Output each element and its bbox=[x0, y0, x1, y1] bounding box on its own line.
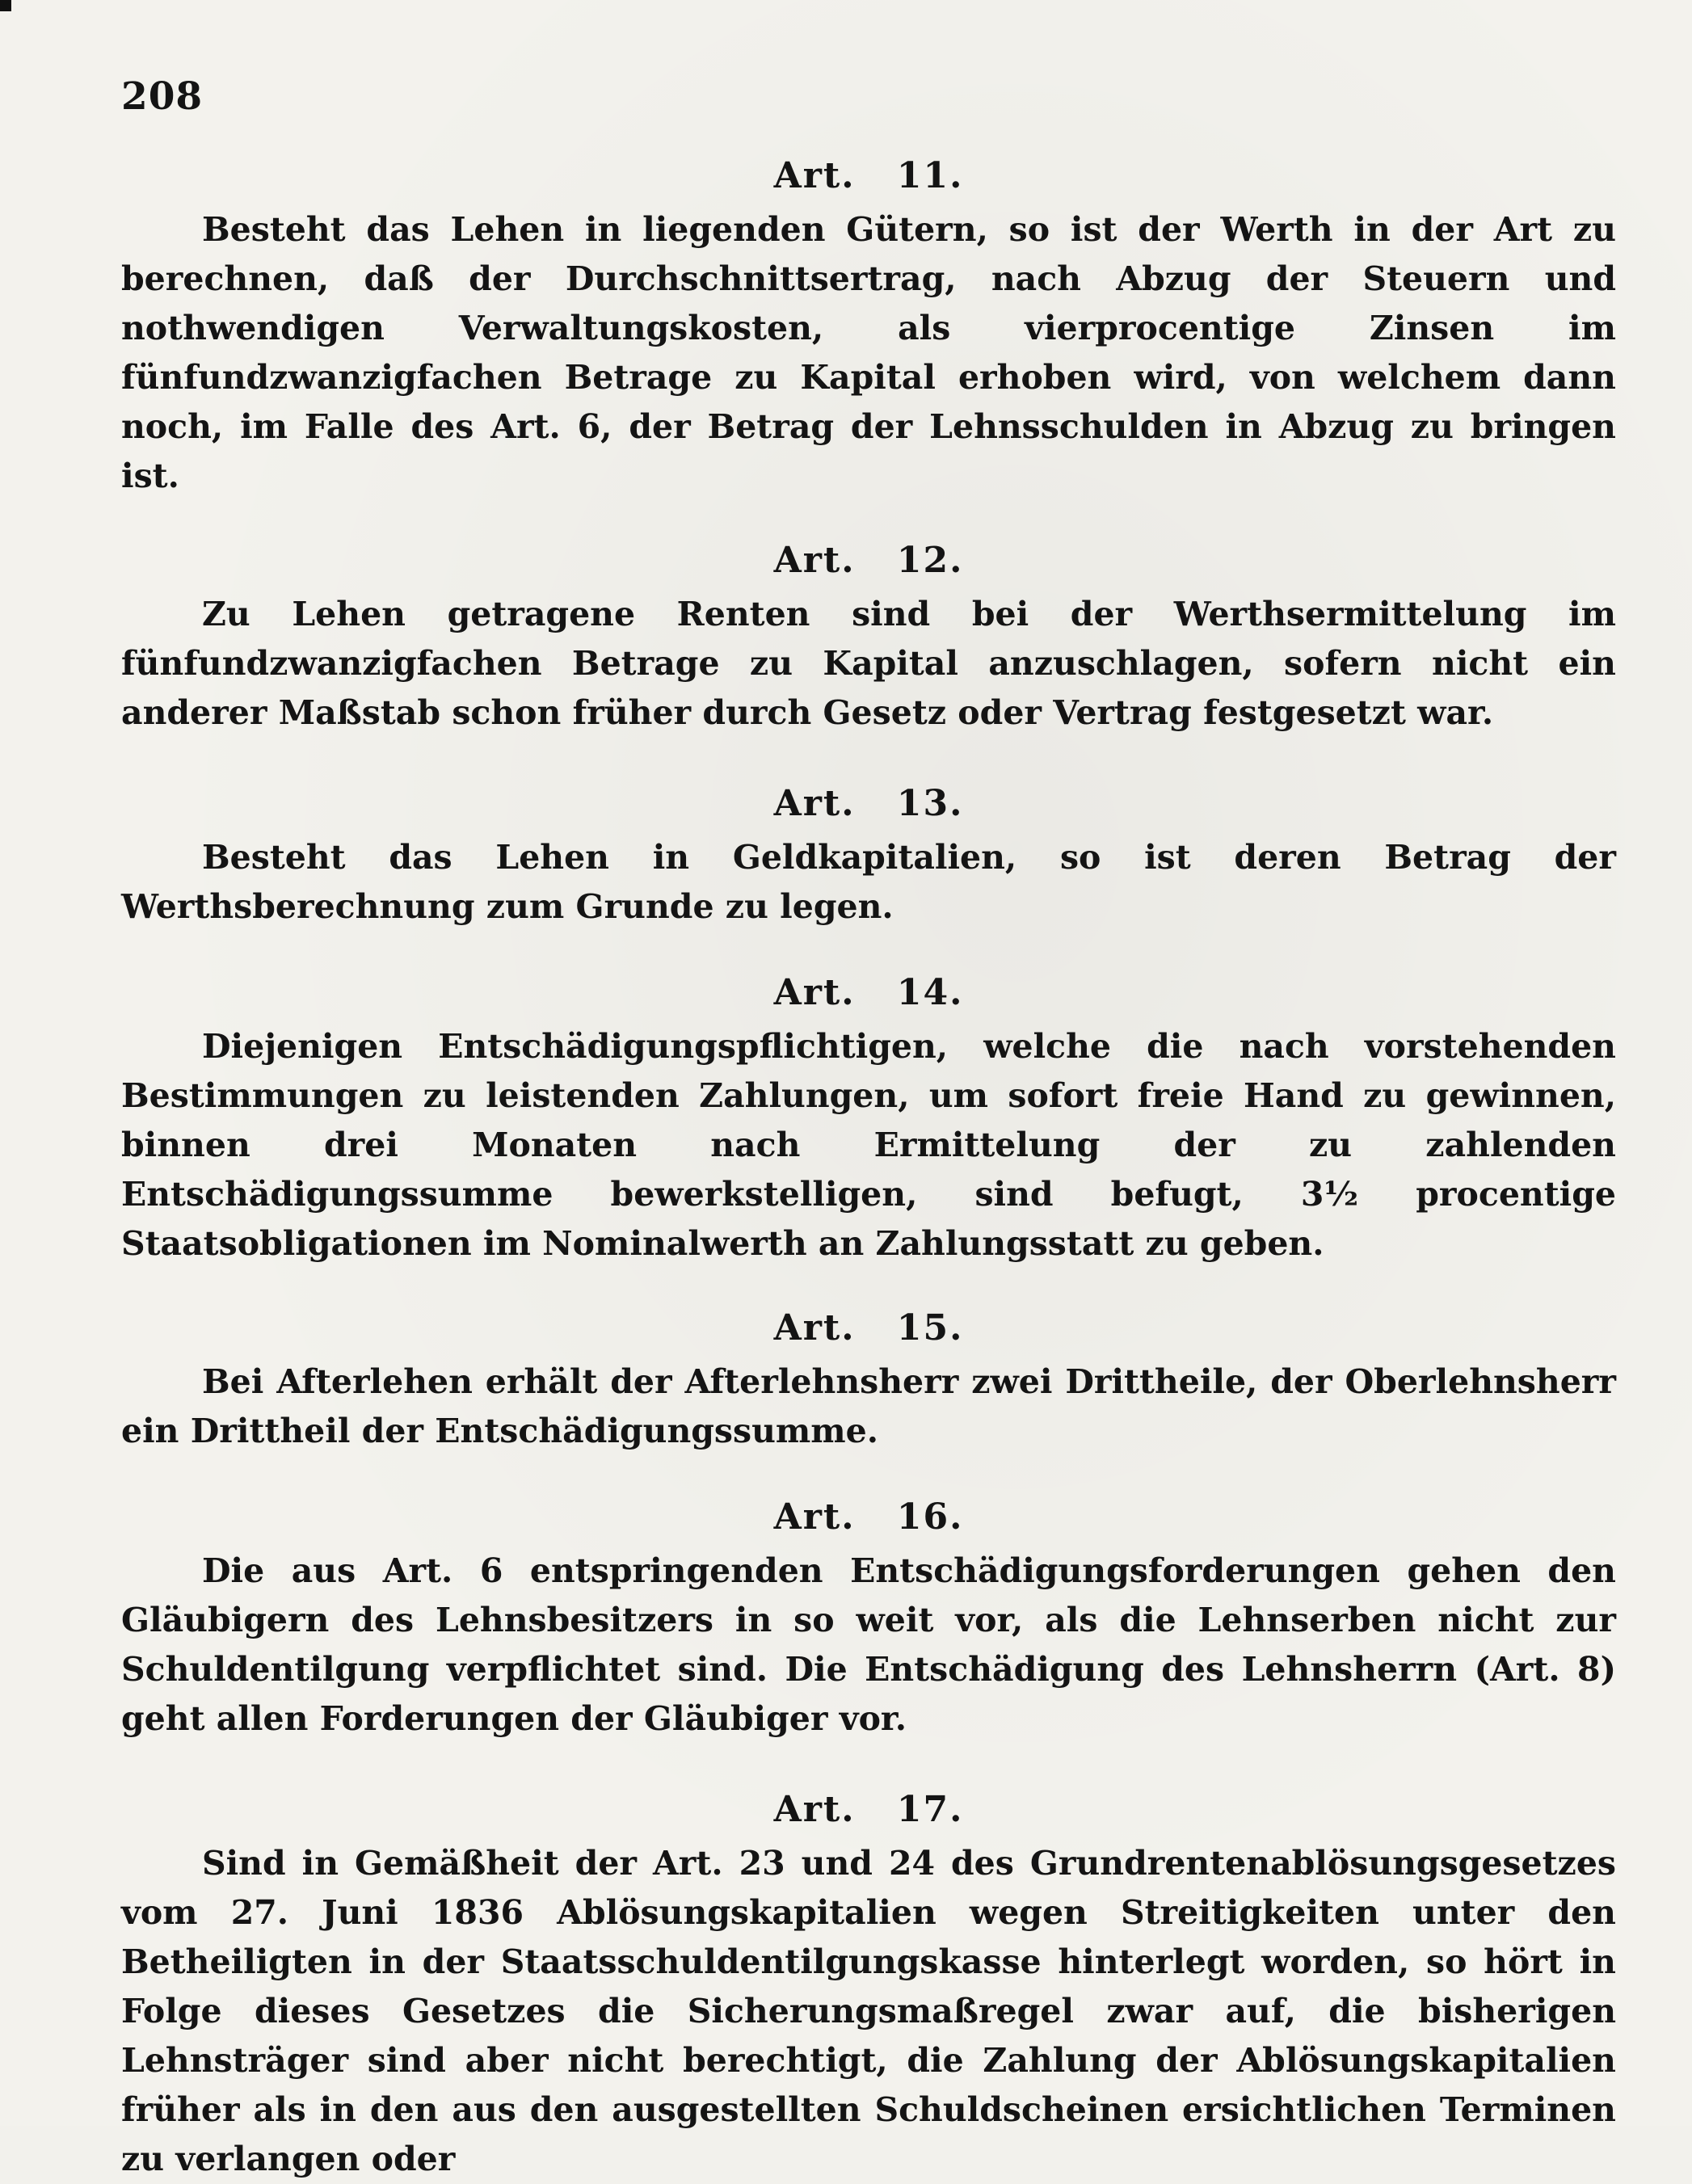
article-13 bbox=[121, 780, 1616, 932]
page-number: 208 bbox=[121, 74, 204, 119]
article-text: Zu Lehen getragene Renten sind bei der Werthsermittelung im fünfundzwanzigfachen Betrage zu Kapital anzuschlagen, sofern nicht ein anderer Maßstab schon früher durch Gesetz oder Vertrag festgesetzt war. bbox=[121, 595, 1616, 732]
article-heading: Art. 16. bbox=[773, 1496, 964, 1538]
article-16 bbox=[121, 1493, 1616, 1744]
article-text: Besteht das Lehen in liegenden Gütern, so ist der Werth in der Art zu berechnen, daß der Durchschnittsertrag, nach Abzug der Steuern und nothwendigen Verwaltungskosten, als vierprocentige Zinsen im fünfundzwanzigfachen Betrage zu Kapital erhoben wird, von welchem dann noch, im Falle des Art. 6, der Betrag der Lehnsschulden in Abzug zu bringen ist. bbox=[121, 210, 1616, 495]
article-heading: Art. 14. bbox=[773, 972, 964, 1013]
article-14 bbox=[121, 969, 1616, 1269]
page-content bbox=[121, 144, 1616, 2184]
article-text: Besteht das Lehen in Geldkapitalien, so ist deren Betrag der Werthsberechnung zum Grunde zu legen. bbox=[121, 838, 1616, 926]
article-text: Die aus Art. 6 entspringenden Entschädigungsforderungen gehen den Gläubigern des Lehnsbesitzers in so weit vor, als die Lehnserben nicht zur Schuldentilgung verpflichtet sind. Die Entschädigung des Lehnsherrn (Art. 8) geht allen Forderungen der Gläubiger vor. bbox=[121, 1551, 1616, 1738]
article-text: Bei Afterlehen erhält der Afterlehnsherr zwei Drittheile, der Oberlehnsherr ein Drittheil der Entschädigungssumme. bbox=[121, 1362, 1616, 1450]
article-heading: Art. 11. bbox=[773, 155, 964, 196]
article-heading: Art. 12. bbox=[773, 540, 964, 581]
article-11 bbox=[121, 152, 1616, 501]
article-12 bbox=[121, 537, 1616, 738]
article-17 bbox=[121, 1786, 1616, 2184]
scan-edge-mark bbox=[0, 0, 11, 11]
article-heading: Art. 15. bbox=[773, 1307, 964, 1349]
article-text: Sind in Gemäßheit der Art. 23 und 24 des Grundrentenablösungsgesetzes vom 27. Juni 1836 Ablösungskapitalien wegen Streitigkeiten unter den Betheiligten in der Staatsschuldentilgungskasse hinterlegt worden, so hört in Folge dieses Gesetzes die Sicherungsmaßregel zwar auf, die bisherigen Lehnsträger sind aber nicht berechtigt, die Zahlung der Ablösungskapitalien früher als in den aus den ausgestellten Schuldscheinen ersichtlichen Terminen zu verlangen oder bbox=[121, 1844, 1616, 2178]
article-text: Diejenigen Entschädigungspflichtigen, welche die nach vorstehenden Bestimmungen zu leistenden Zahlungen, um sofort freie Hand zu gewinnen, binnen drei Monaten nach Ermittelung der zu zahlenden Entschädigungssumme bewerkstelligen, sind befugt, 3½ procentige Staatsobligationen im Nominalwerth an Zahlungsstatt zu geben. bbox=[121, 1027, 1616, 1263]
article-heading: Art. 17. bbox=[773, 1789, 964, 1830]
article-15 bbox=[121, 1304, 1616, 1456]
article-heading: Art. 13. bbox=[773, 783, 964, 824]
